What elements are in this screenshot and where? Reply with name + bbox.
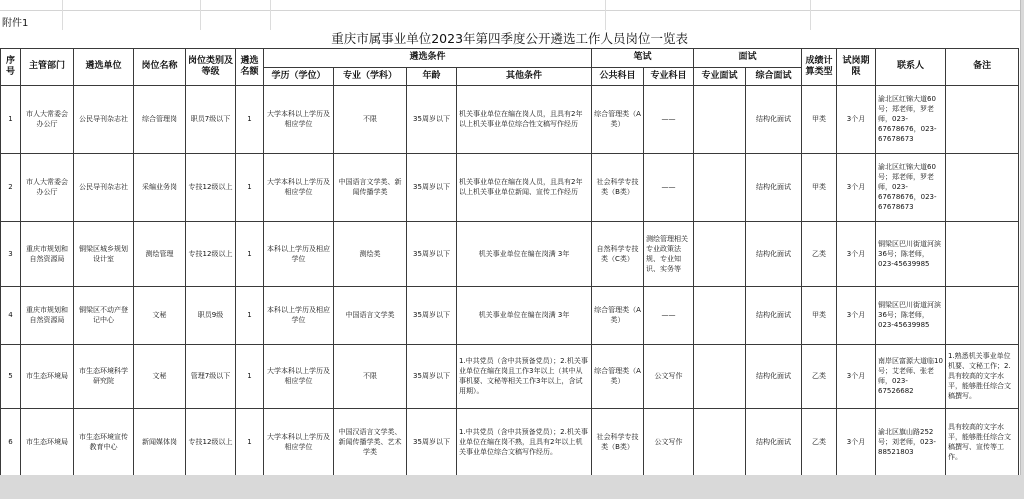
cell-contact: 渝北区旗山路252号；刘老师，023-88521803 bbox=[876, 408, 946, 475]
table-row bbox=[1, 408, 1019, 475]
cell-score-type: 乙类 bbox=[802, 344, 837, 408]
cell-probation: 3个月 bbox=[837, 153, 876, 221]
cell-comp-interview: 结构化面试 bbox=[746, 344, 802, 408]
cell-contact: 渝北区红锦大道60号；郑老师，罗老师，023-67678676，023-67678673 bbox=[876, 85, 946, 153]
cell-probation: 3个月 bbox=[837, 408, 876, 475]
cell-level: 管理7级以下 bbox=[186, 344, 236, 408]
cell-prof: 公文写作 bbox=[644, 408, 694, 475]
table-row bbox=[1, 344, 1019, 408]
cell-no: 6 bbox=[1, 408, 21, 475]
cell-prof-interview bbox=[694, 221, 746, 286]
cell-other: 机关事业单位在编在岗人员，且具有2年以上机关事业单位综合性文稿写作经历 bbox=[457, 85, 592, 153]
cell-age: 35周岁以下 bbox=[407, 85, 457, 153]
table-title: 重庆市属事业单位2023年第四季度公开遴选工作人员岗位一览表 bbox=[1, 30, 1019, 48]
cell-quota: 1 bbox=[236, 221, 264, 286]
cell-no: 4 bbox=[1, 286, 21, 344]
header-comp-interview: 综合面试 bbox=[746, 67, 802, 85]
gridline bbox=[62, 0, 63, 30]
cell-dept: 重庆市规划和自然资源局 bbox=[21, 221, 74, 286]
cell-education: 大学本科以上学历及相应学位 bbox=[264, 85, 334, 153]
cell-age: 35周岁以下 bbox=[407, 408, 457, 475]
annex-label: 附件1 bbox=[2, 18, 29, 29]
cell-education: 大学本科以上学历及相应学位 bbox=[264, 153, 334, 221]
cell-dept: 市生态环境局 bbox=[21, 344, 74, 408]
cell-other: 1.中共党员（含中共预备党员）；2.机关事业单位在编在岗且工作3年以上（其中从事机要、文秘等相关工作3年以上，含试用期）。 bbox=[457, 344, 592, 408]
cell-post: 文秘 bbox=[134, 286, 186, 344]
cell-unit: 铜梁区城乡规划设计室 bbox=[74, 221, 134, 286]
gridline bbox=[270, 0, 271, 30]
cell-prof: 测绘管理相关专业政策法规、专业知识、实务等 bbox=[644, 221, 694, 286]
gridline bbox=[810, 0, 811, 30]
cell-comp-interview: 结构化面试 bbox=[746, 286, 802, 344]
header-quota: 遴选名额 bbox=[236, 48, 264, 85]
cell-age: 35周岁以下 bbox=[407, 344, 457, 408]
cell-unit: 公民导刊杂志社 bbox=[74, 153, 134, 221]
cell-other: 1.中共党员（含中共预备党员）；2.机关事业单位在编在岗不熟，且具有2年以上机关事业单位综合文稿写作经历。 bbox=[457, 408, 592, 475]
cell-level: 专技12级以上 bbox=[186, 153, 236, 221]
cell-probation: 3个月 bbox=[837, 344, 876, 408]
cell-no: 3 bbox=[1, 221, 21, 286]
cell-quota: 1 bbox=[236, 286, 264, 344]
header-remark: 备注 bbox=[946, 48, 1019, 85]
viewer-background bbox=[0, 475, 1024, 499]
cell-comp-interview: 结构化面试 bbox=[746, 153, 802, 221]
cell-no: 5 bbox=[1, 344, 21, 408]
cell-probation: 3个月 bbox=[837, 221, 876, 286]
cell-prof-interview bbox=[694, 408, 746, 475]
cell-public: 综合管理类（A类） bbox=[592, 85, 644, 153]
cell-post: 新闻媒体岗 bbox=[134, 408, 186, 475]
cell-public: 自然科学专技类（C类） bbox=[592, 221, 644, 286]
cell-score-type: 乙类 bbox=[802, 221, 837, 286]
header-post: 岗位名称 bbox=[134, 48, 186, 85]
gridline bbox=[605, 0, 606, 30]
header-prof-subject: 专业科目 bbox=[644, 67, 694, 85]
cell-quota: 1 bbox=[236, 408, 264, 475]
cell-remark bbox=[946, 221, 1019, 286]
cell-other: 机关事业单位在编在岗满 3年 bbox=[457, 221, 592, 286]
cell-major: 不限 bbox=[334, 85, 407, 153]
cell-major: 中国语言文学类、新闻传播学类 bbox=[334, 153, 407, 221]
cell-post: 综合管理岗 bbox=[134, 85, 186, 153]
cell-post: 采编业务岗 bbox=[134, 153, 186, 221]
cell-remark: 1.熟悉机关事业单位机要、文秘工作；2.具有较高的文字水平，能够胜任综合文稿撰写。 bbox=[946, 344, 1019, 408]
cell-other: 机关事业单位在编在岗满 3年 bbox=[457, 286, 592, 344]
position-table bbox=[0, 30, 1019, 476]
header-unit: 遴选单位 bbox=[74, 48, 134, 85]
cell-dept: 市人大常委会办公厅 bbox=[21, 85, 74, 153]
cell-comp-interview: 结构化面试 bbox=[746, 85, 802, 153]
cell-prof-interview bbox=[694, 286, 746, 344]
cell-public: 社会科学专技类（B类） bbox=[592, 153, 644, 221]
cell-comp-interview: 结构化面试 bbox=[746, 408, 802, 475]
cell-prof: —— bbox=[644, 85, 694, 153]
cell-dept: 市人大常委会办公厅 bbox=[21, 153, 74, 221]
cell-no: 1 bbox=[1, 85, 21, 153]
cell-major: 中国汉语言文学类、新闻传播学类、艺术学类 bbox=[334, 408, 407, 475]
cell-public: 综合管理类（A类） bbox=[592, 286, 644, 344]
header-contact: 联系人 bbox=[876, 48, 946, 85]
cell-level: 专技12级以上 bbox=[186, 408, 236, 475]
cell-major: 测绘类 bbox=[334, 221, 407, 286]
cell-remark: 具有较高的文字水平，能够胜任综合文稿撰写、宣传等工作。 bbox=[946, 408, 1019, 475]
cell-probation: 3个月 bbox=[837, 85, 876, 153]
cell-public: 社会科学专技类（B类） bbox=[592, 408, 644, 475]
cell-age: 35周岁以下 bbox=[407, 221, 457, 286]
header-post-level: 岗位类别及等级 bbox=[186, 48, 236, 85]
cell-education: 大学本科以上学历及相应学位 bbox=[264, 344, 334, 408]
cell-contact: 铜梁区巴川街道河滨36号；陈老师，023-45639985 bbox=[876, 221, 946, 286]
cell-level: 职员9级 bbox=[186, 286, 236, 344]
cell-education: 本科以上学历及相应学位 bbox=[264, 221, 334, 286]
header-age: 年龄 bbox=[407, 67, 457, 85]
header-public-subject: 公共科目 bbox=[592, 67, 644, 85]
header-no: 序号 bbox=[1, 48, 21, 85]
header-conditions: 遴选条件 bbox=[264, 48, 592, 67]
cell-contact: 南岸区富源大道临10号；艾老师、张老师，023-67526682 bbox=[876, 344, 946, 408]
cell-score-type: 甲类 bbox=[802, 153, 837, 221]
cell-score-type: 甲类 bbox=[802, 286, 837, 344]
cell-level: 专技12级以上 bbox=[186, 221, 236, 286]
header-prof-interview: 专业面试 bbox=[694, 67, 746, 85]
cell-prof: —— bbox=[644, 286, 694, 344]
header-major: 专业（学科） bbox=[334, 67, 407, 85]
top-empty-row bbox=[0, 0, 1020, 11]
header-written: 笔试 bbox=[592, 48, 694, 67]
cell-prof-interview bbox=[694, 344, 746, 408]
cell-post: 测绘管理 bbox=[134, 221, 186, 286]
header-score-type: 成绩计算类型 bbox=[802, 48, 837, 85]
cell-education: 大学本科以上学历及相应学位 bbox=[264, 408, 334, 475]
cell-remark bbox=[946, 153, 1019, 221]
cell-contact: 渝北区红锦大道60号；郑老师，罗老师，023-67678676，023-67678673 bbox=[876, 153, 946, 221]
header-dept: 主管部门 bbox=[21, 48, 74, 85]
cell-comp-interview: 结构化面试 bbox=[746, 221, 802, 286]
cell-score-type: 乙类 bbox=[802, 408, 837, 475]
table-row bbox=[1, 153, 1019, 221]
header-interview: 面试 bbox=[694, 48, 802, 67]
table-row bbox=[1, 85, 1019, 153]
table-row bbox=[1, 221, 1019, 286]
cell-age: 35周岁以下 bbox=[407, 153, 457, 221]
header-education: 学历（学位） bbox=[264, 67, 334, 85]
cell-quota: 1 bbox=[236, 85, 264, 153]
header-other: 其他条件 bbox=[457, 67, 592, 85]
cell-remark bbox=[946, 85, 1019, 153]
cell-contact: 铜梁区巴川街道河滨36号；陈老师，023-45639985 bbox=[876, 286, 946, 344]
gridline bbox=[200, 0, 201, 30]
cell-unit: 铜梁区不动产登记中心 bbox=[74, 286, 134, 344]
cell-education: 本科以上学历及相应学位 bbox=[264, 286, 334, 344]
cell-prof: 公文写作 bbox=[644, 344, 694, 408]
cell-quota: 1 bbox=[236, 344, 264, 408]
cell-prof-interview bbox=[694, 85, 746, 153]
cell-other: 机关事业单位在编在岗人员，且具有2年以上机关事业单位新闻、宣传工作经历 bbox=[457, 153, 592, 221]
cell-major: 不限 bbox=[334, 344, 407, 408]
cell-unit: 市生态环境科学研究院 bbox=[74, 344, 134, 408]
cell-dept: 市生态环境局 bbox=[21, 408, 74, 475]
cell-score-type: 甲类 bbox=[802, 85, 837, 153]
header-probation: 试岗期限 bbox=[837, 48, 876, 85]
cell-unit: 市生态环境宣传教育中心 bbox=[74, 408, 134, 475]
cell-prof: —— bbox=[644, 153, 694, 221]
cell-quota: 1 bbox=[236, 153, 264, 221]
cell-dept: 重庆市规划和自然资源局 bbox=[21, 286, 74, 344]
cell-post: 文秘 bbox=[134, 344, 186, 408]
cell-no: 2 bbox=[1, 153, 21, 221]
cell-unit: 公民导刊杂志社 bbox=[74, 85, 134, 153]
cell-prof-interview bbox=[694, 153, 746, 221]
cell-public: 综合管理类（A类） bbox=[592, 344, 644, 408]
cell-probation: 3个月 bbox=[837, 286, 876, 344]
cell-level: 职员7级以下 bbox=[186, 85, 236, 153]
cell-remark bbox=[946, 286, 1019, 344]
cell-major: 中国语言文学类 bbox=[334, 286, 407, 344]
cell-age: 35周岁以下 bbox=[407, 286, 457, 344]
table-row bbox=[1, 286, 1019, 344]
